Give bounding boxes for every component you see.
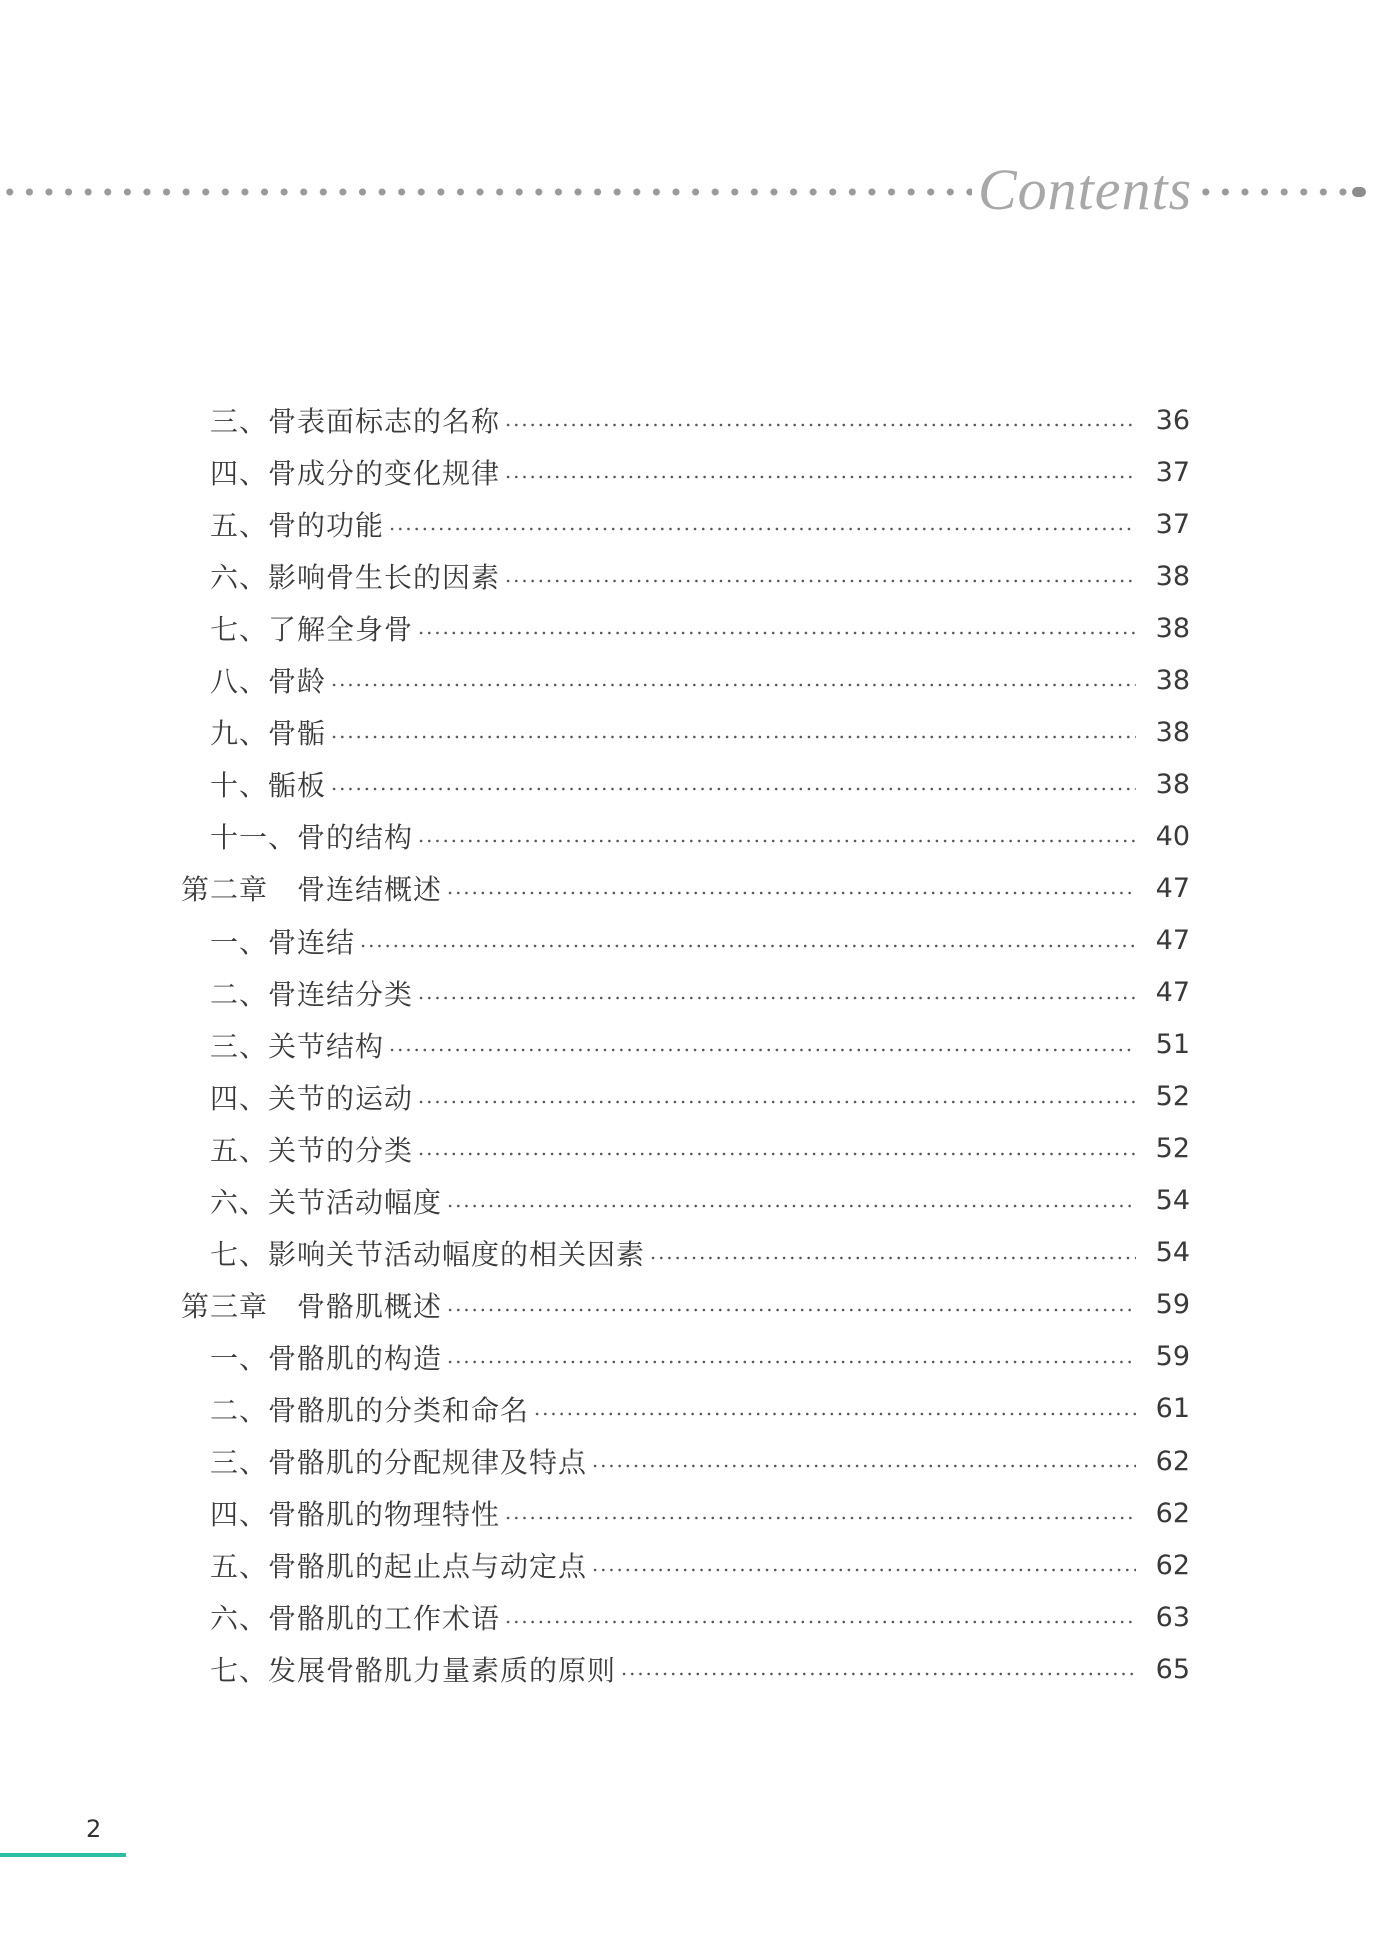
toc-entry [210,602,1190,654]
toc-dot-leader [388,1048,1136,1052]
toc-entry-page: 52 [1155,1081,1190,1113]
contents-title: Contents [978,157,1193,222]
toc-dot-leader [417,631,1136,635]
toc-entry-page: 37 [1155,508,1190,540]
toc-entry [210,1435,1190,1487]
toc-dot-leader [417,996,1136,1000]
toc-entry [210,550,1190,602]
toc-entry-page: 38 [1155,612,1190,644]
toc-dot-leader [359,944,1136,948]
toc-dot-leader [504,1516,1136,1520]
page-number: 2 [86,1815,102,1843]
toc-entry-label: 七、影响关节活动幅度的相关因素 [210,1237,646,1271]
toc-entry-page: 38 [1155,716,1190,748]
toc-entry-page: 59 [1155,1289,1190,1321]
toc-entry-page: 40 [1155,820,1190,852]
toc-entry-label: 一、骨骼肌的构造 [210,1341,443,1375]
toc-entry-label: 一、骨连结 [210,925,356,959]
header-dot-rule-right [1196,188,1356,196]
toc-entry-page: 36 [1155,404,1190,436]
toc-entry [210,758,1190,810]
toc-dot-leader [446,1360,1136,1364]
toc-entry-label: 四、骨成分的变化规律 [210,457,501,491]
toc-entry-label: 四、骨骼肌的物理特性 [210,1498,501,1532]
toc-entry-page: 38 [1155,560,1190,592]
toc-entry-label: 五、骨骼肌的起止点与动定点 [210,1550,588,1584]
toc-entry [210,1071,1190,1123]
toc-entry [210,654,1190,706]
toc-dot-leader [330,735,1136,739]
toc-entry [210,1175,1190,1227]
toc-entry-page: 47 [1155,872,1190,904]
toc-entry [210,915,1190,967]
toc-entry-page: 38 [1155,664,1190,696]
toc-dot-leader [446,1204,1136,1208]
toc-dot-leader [591,1464,1136,1468]
toc-entry-page: 62 [1155,1497,1190,1529]
toc-entry [210,967,1190,1019]
toc-entry [181,862,1190,914]
toc-entry-page: 38 [1155,768,1190,800]
toc-entry-label: 七、了解全身骨 [210,613,414,647]
toc-dot-leader [417,1100,1136,1104]
toc-entry-label: 十、骺板 [210,769,327,803]
toc-entry-page: 62 [1155,1445,1190,1477]
toc-entry-label: 八、骨龄 [210,665,327,699]
toc-entry-page: 54 [1155,1237,1190,1269]
toc-entry-page: 63 [1155,1601,1190,1633]
toc-dot-leader [533,1412,1136,1416]
toc-entry-page: 61 [1155,1393,1190,1425]
toc-entry-page: 47 [1155,977,1190,1009]
footer-accent-line [0,1853,126,1857]
toc-entry-page: 52 [1155,1133,1190,1165]
toc-entry [210,810,1190,862]
toc-entry-label: 三、骨表面标志的名称 [210,405,501,438]
toc-dot-leader [417,1152,1136,1156]
toc-dot-leader [330,683,1136,687]
toc-entry-label: 五、骨的功能 [210,509,385,543]
toc-dot-leader [591,1568,1136,1572]
toc-entry-label: 十一、骨的结构 [210,821,414,855]
toc-entry-page: 37 [1155,456,1190,488]
toc-entry-label: 第三章 骨骼肌概述 [181,1289,443,1323]
toc-dot-leader [504,423,1136,427]
toc-entry-label: 六、骨骼肌的工作术语 [210,1602,501,1636]
toc-entry [210,394,1190,446]
toc-entry [210,1383,1190,1435]
toc-dot-leader [417,839,1136,843]
toc-entry-label: 六、影响骨生长的因素 [210,561,501,595]
toc-dot-leader [649,1256,1136,1260]
toc-entry-label: 九、骨骺 [210,717,327,751]
toc-entry-label: 五、关节的分类 [210,1133,414,1167]
toc-dot-leader [504,1620,1136,1624]
header-dot-rule-end [1352,187,1366,197]
toc-dot-leader [504,579,1136,583]
toc-dot-leader [446,1308,1136,1312]
toc-entry-page: 62 [1155,1549,1190,1581]
toc-entry-page: 47 [1155,925,1190,956]
toc-entry-label: 第二章 骨连结概述 [181,873,443,907]
toc-entry-page: 59 [1155,1341,1190,1373]
toc-entry-label: 三、骨骼肌的分配规律及特点 [210,1446,588,1479]
toc-entry-label: 七、发展骨骼肌力量素质的原则 [210,1654,617,1688]
toc-entry [181,1279,1190,1331]
toc-dot-leader [504,475,1136,479]
toc-entry-label: 六、关节活动幅度 [210,1185,443,1219]
toc-entry [210,498,1190,550]
header-dot-rule-left [0,188,972,196]
toc-entry [210,1123,1190,1175]
toc-entry-label: 三、关节结构 [210,1029,385,1063]
toc-dot-leader [446,891,1136,895]
toc-entry [210,1539,1190,1591]
toc-entry [210,446,1190,498]
toc-dot-leader [330,787,1136,791]
toc-entry [210,1591,1190,1643]
toc-entry [210,1019,1190,1071]
toc-entry-page: 65 [1155,1653,1190,1685]
toc-dot-leader [388,527,1136,531]
toc-entry [210,1643,1190,1695]
toc-entry-page: 54 [1155,1185,1190,1217]
toc-entry [210,706,1190,758]
toc-entry-label: 二、骨连结分类 [210,977,414,1011]
toc-entry-page: 51 [1155,1029,1190,1061]
toc-dot-leader [620,1672,1136,1676]
toc-entry [210,1331,1190,1383]
toc-entry [210,1487,1190,1539]
toc-entry [210,1227,1190,1279]
toc-entry-label: 二、骨骼肌的分类和命名 [210,1393,530,1427]
toc-entry-label: 四、关节的运动 [210,1081,414,1115]
